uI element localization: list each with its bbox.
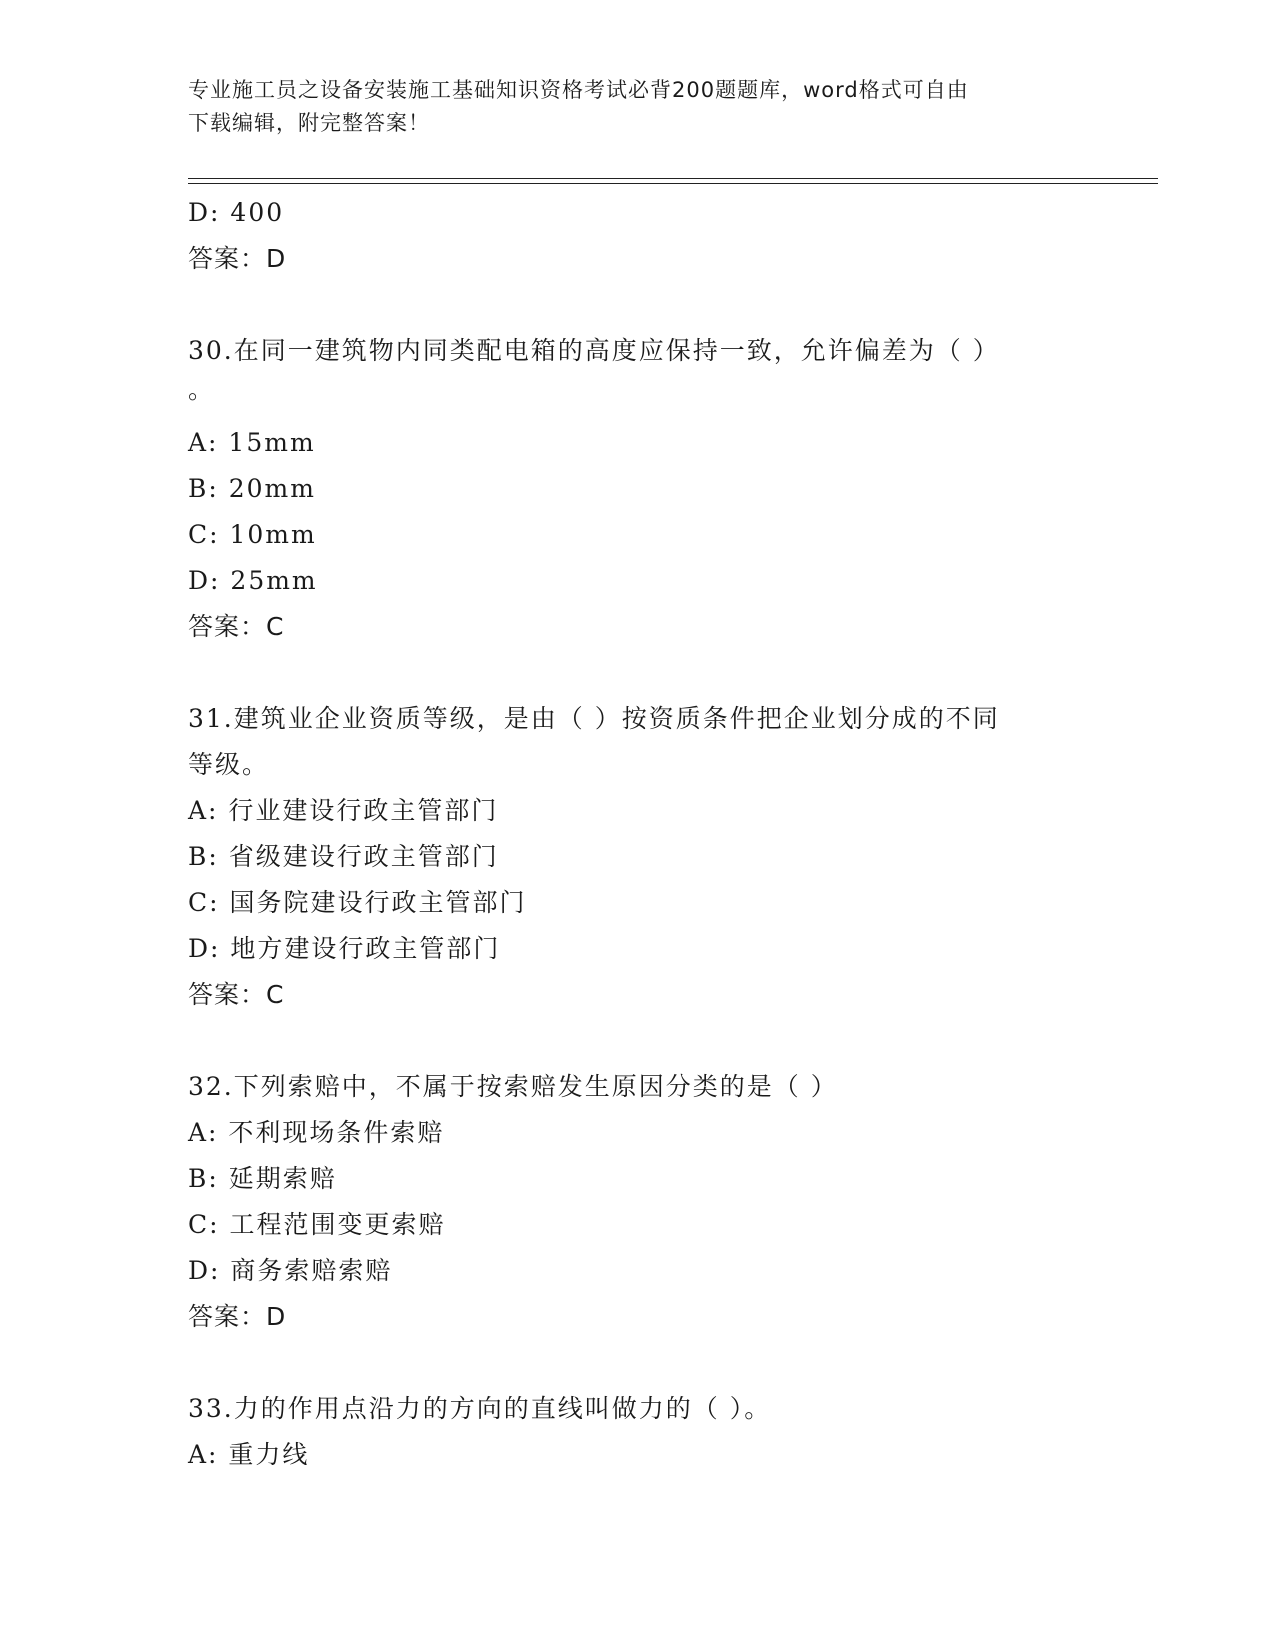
option-d: D: 商务索赔索赔 (188, 1256, 393, 1285)
spacer (188, 1018, 1068, 1064)
option-b: B: 省级建设行政主管部门 (188, 842, 499, 871)
prev-option-d: D: 400 (188, 198, 285, 227)
question-stem-continued: 。 (188, 375, 216, 404)
answer: 答案：D (188, 1302, 287, 1331)
question-33 (188, 1386, 1068, 1478)
option-a: A: 不利现场条件索赔 (188, 1118, 445, 1147)
option-b: B: 20mm (188, 474, 316, 503)
question-list (188, 190, 1068, 1478)
spacer (188, 1340, 1068, 1386)
question-32 (188, 1064, 1068, 1340)
option-c: C: 10mm (188, 520, 317, 549)
spacer (188, 650, 1068, 696)
question-stem: 30.在同一建筑物内同类配电箱的高度应保持一致，允许偏差为（ ） (188, 336, 1000, 365)
question-stem-continued: 等级。 (188, 750, 270, 779)
answer: 答案：C (188, 612, 285, 641)
option-a: A: 行业建设行政主管部门 (188, 796, 499, 825)
option-d: D: 地方建设行政主管部门 (188, 934, 501, 963)
question-31 (188, 696, 1068, 1018)
header-divider-top (188, 178, 1158, 179)
header-title-line2: 下载编辑，附完整答案！ (188, 111, 430, 135)
spacer (188, 282, 1068, 328)
header-title-line1: 专业施工员之设备安装施工基础知识资格考试必背200题题库，word格式可自由 (188, 78, 969, 102)
option-a: A: 15mm (188, 428, 316, 457)
question-stem: 31.建筑业企业资质等级，是由（ ）按资质条件把企业划分成的不同 (188, 704, 1000, 733)
option-a: A: 重力线 (188, 1440, 310, 1469)
option-d: D: 25mm (188, 566, 318, 595)
question-30 (188, 328, 1068, 650)
option-c: C: 国务院建设行政主管部门 (188, 888, 527, 917)
question-stem: 33.力的作用点沿力的方向的直线叫做力的（ ）。 (188, 1394, 772, 1423)
option-b: B: 延期索赔 (188, 1164, 337, 1193)
prev-answer: 答案：D (188, 244, 287, 273)
header-divider-bottom (188, 183, 1158, 184)
document-header (188, 74, 1088, 140)
option-c: C: 工程范围变更索赔 (188, 1210, 446, 1239)
answer: 答案：C (188, 980, 285, 1009)
question-stem: 32.下列索赔中，不属于按索赔发生原因分类的是（ ） (188, 1072, 838, 1101)
